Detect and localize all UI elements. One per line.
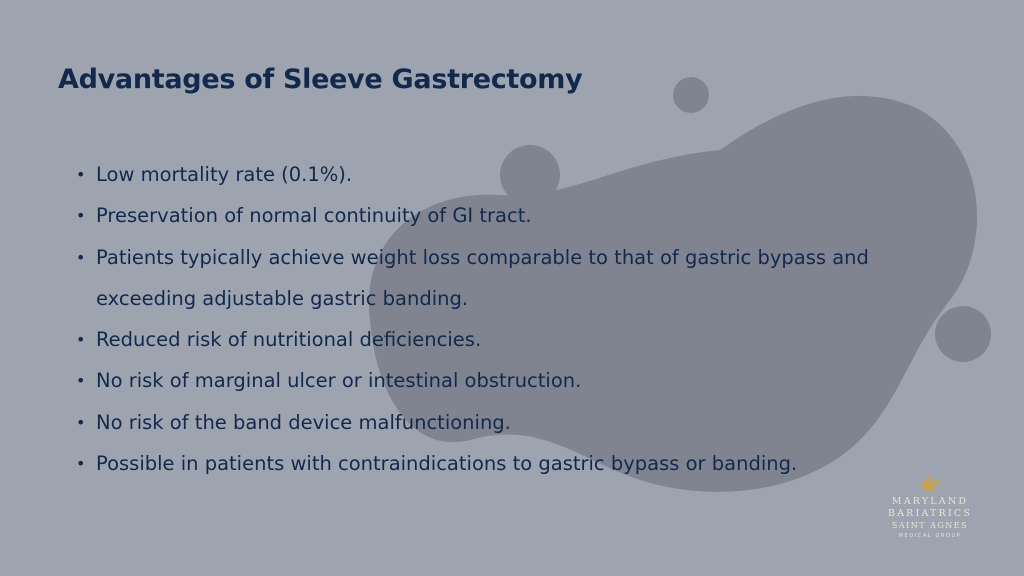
bullet-dot: •: [76, 165, 86, 184]
bullet-text: Possible in patients with contraindications to gastric bypass or banding.: [96, 452, 798, 476]
maryland-bariatrics-logo: [884, 470, 976, 546]
bullet-item: [76, 237, 896, 320]
bullet-item: [76, 443, 896, 484]
bullet-dot: •: [76, 454, 86, 474]
bullet-dot: •: [76, 247, 86, 267]
bullet-item: [76, 195, 896, 236]
logo-text-bariatrics: BARIATRICS: [887, 508, 973, 519]
bullet-item: [76, 402, 896, 443]
bullet-text: Patients typically achieve weight loss comparable to that of gastric bypass and exceeding adjustable gastric banding.: [96, 245, 869, 310]
logo-text-maryland: MARYLAND: [891, 496, 969, 507]
bullet-dot: •: [76, 330, 86, 350]
bullet-item: [76, 154, 896, 195]
bullet-text: No risk of marginal ulcer or intestinal obstruction.: [96, 369, 582, 393]
bullet-text: No risk of the band device malfunctioning.: [96, 410, 511, 434]
bullet-text: Low mortality rate (0.1%).: [96, 163, 353, 186]
bullet-text: Preservation of normal continuity of GI tract.: [96, 204, 532, 228]
slide-title: Advantages of Sleeve Gastrectomy: [58, 64, 583, 95]
eagle-emblem-icon: [917, 470, 943, 496]
bullet-item: [76, 319, 896, 360]
bullet-text: Reduced risk of nutritional deficiencies.: [96, 328, 482, 352]
bullet-dot: •: [76, 206, 86, 226]
bullet-dot: •: [76, 412, 86, 432]
small-circle-top: [673, 77, 709, 113]
logo-text-saint-agnes: SAINT AGNES: [891, 521, 969, 530]
bullet-item: [76, 360, 896, 401]
logo-text-medical-group: MEDICAL GROUP: [898, 533, 962, 539]
bullet-dot: •: [76, 371, 86, 391]
bullet-list: [76, 154, 896, 484]
small-circle-right: [935, 306, 991, 362]
